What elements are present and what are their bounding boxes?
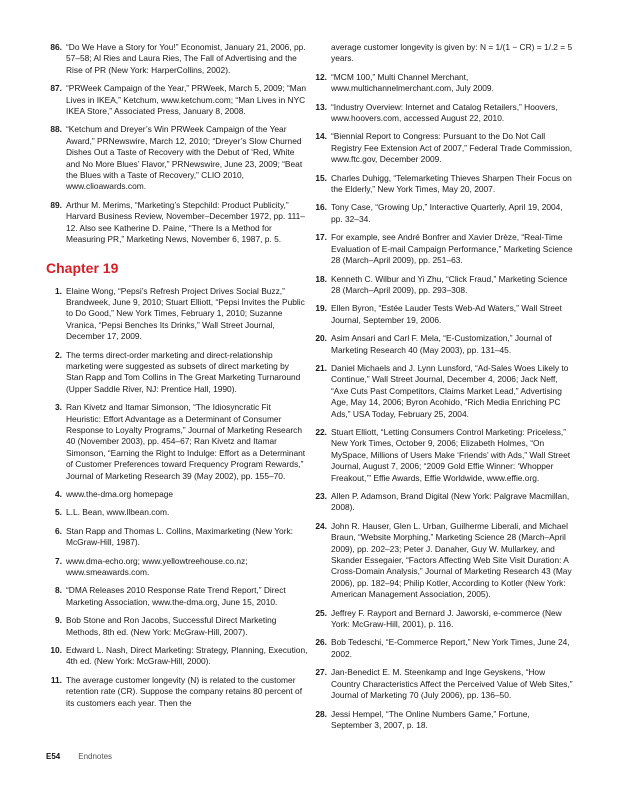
endnote-number: 10. (50, 645, 62, 656)
endnote-number: 19. (315, 303, 327, 314)
endnote-number: 13. (315, 101, 327, 112)
endnote-text: Daniel Michaels and J. Lynn Lunsford, “Ad-Sales Woes Likely to Continue,” Wall Street Journal, December 4, 2006; Jack Neff, “Axe Cuts Past Competitors, Claims Market Lead,” Advertising Age, May 14, 2006; Byron Acohido, “Rich Media Enriching PC Ads,” USA Today, February 25, 2004. (331, 362, 569, 419)
endnote (46, 645, 308, 668)
endnote-number: 27. (315, 667, 327, 678)
endnote-text: The terms direct-order marketing and direct-relationship marketing were suggested as subsets of direct marketing by Stan Rapp and Tom Collins in The Great Marketing Turnaround (Upper Saddle River, NJ: Prentice Hall, 1990). (66, 349, 301, 394)
endnote-text: Allen P. Adamson, Brand Digital (New York: Palgrave Macmillan, 2008). (331, 491, 570, 513)
endnote-number: 16. (315, 202, 327, 213)
endnote (311, 363, 573, 420)
endnote-text: Bob Tedeschi, “E-Commerce Report,” New York Times, June 24, 2002. (331, 637, 570, 659)
endnote (311, 102, 573, 125)
endnote-number: 1. (55, 285, 62, 296)
endnote (46, 526, 308, 549)
endnote-text: Arthur M. Merims, “Marketing’s Stepchild: Product Publicity,” Harvard Business Review, November–December 1972, pp. 111–12. Also see Katherine D. Paine, “There Is a Method for Measuring PR,” Marketing News, November 6, 1987, p. 5. (66, 199, 305, 245)
endnote-text: Ellen Byron, “Estée Lauder Tests Web-Ad Waters,” Wall Street Journal, September 19, 2006. (331, 303, 562, 325)
endnote (311, 173, 573, 196)
endnote-number: 17. (315, 232, 327, 243)
endnote-text: Edward L. Nash, Direct Marketing: Strategy, Planning, Execution, 4th ed. (New York: McGraw-Hill, 2000). (66, 645, 308, 667)
endnote-text: Elaine Wong, “Pepsi’s Refresh Project Drives Social Buzz,” Brandweek, June 9, 2010; Stuart Elliott, “Pepsi Invites the Public to Do Good,” New York Times, February 1, 2010; Suzanne Vranica, “Pepsi Benches Its Drinks,” Wall Street Journal, December 17, 2009. (66, 285, 305, 342)
endnote (311, 131, 573, 165)
endnote (311, 608, 573, 631)
endnote-number: 4. (55, 489, 62, 499)
endnote (46, 124, 308, 192)
endnote (46, 286, 308, 343)
endnote (311, 427, 573, 484)
endnote-text: The average customer longevity (N) is related to the customer retention rate (CR). Suppose the company retains 80 percent of its customers each year. Then the (66, 674, 303, 708)
endnote-text: Kenneth C. Wilbur and Yi Zhu, “Click Fraud,” Marketing Science 28 (March–April 2009), pp. 293–308. (331, 273, 568, 295)
endnote-number: 20. (315, 333, 327, 344)
page-footer (46, 752, 112, 761)
endnote-number: 7. (55, 555, 62, 566)
endnote-text: Bob Stone and Ron Jacobs, Successful Direct Marketing Methods, 8th ed. (New York: McGraw-Hill, 2007). (66, 615, 277, 637)
endnote-number: 23. (315, 491, 327, 501)
endnote (311, 667, 573, 701)
endnote-number: 6. (55, 525, 62, 536)
endnote-text: Jessi Hempel, “The Online Numbers Game,” Fortune, September 3, 2007, p. 18. (331, 708, 530, 730)
endnote-text: www.the-dma.org homepage (66, 489, 174, 499)
endnote-number: 11. (50, 674, 62, 685)
endnote (311, 333, 573, 356)
endnote (46, 42, 308, 76)
endnote-number: 3. (55, 402, 62, 413)
endnote-text: “Biennial Report to Congress: Pursuant to the Do Not Call Registry Fee Extension Act of 2007,” Federal Trade Commission, www.ftc.gov, December 2009. (331, 131, 573, 165)
endnote-number: 26. (315, 637, 327, 648)
endnote (311, 232, 573, 266)
footer-label: Endnotes (78, 752, 113, 761)
endnote-text: John R. Hauser, Glen L. Urban, Guilherme Liberali, and Michael Braun, “Website Morphing,” Marketing Science 28 (March–April 2009), pp. 202–23; Peter J. Danaher, Guy W. Mullarkey, and Skander Essegaier, “Factors Affecting Web Site Visit Duration: A Cross-Domain Analysis,” Journal of Marketing Research 43 (May 2006), pp. 182–94; Philip Kotler, According to Kotler (New York: American Management Association, 2005). (331, 520, 572, 600)
endnote-text: Stuart Elliott, “Letting Consumers Control Marketing: Priceless,” New York Times, October 9, 2006; Elizabeth Holmes, “On MySpace, Millions of Users Make ‘Friends’ with Ads,” Wall Street Journal, August 7, 2006; “2009 Gold Effie Winner: ‘Whopper Freakout,’” Effie Awards, Effie Worldwide, www.effie.org. (331, 426, 571, 483)
note-continuation: average customer longevity is given by: N = 1/(1 − CR) = 1/.2 = 5 years. (331, 42, 573, 64)
endnote-number: 5. (55, 507, 62, 518)
chapter-19-notes (46, 286, 308, 710)
endnote-text: L.L. Bean, www.llbean.com. (66, 507, 170, 518)
chapter-19-notes-continued (311, 72, 573, 732)
endnote-text: “Do We Have a Story for You!” Economist, January 21, 2006, pp. 57–58; Al Ries and Laura Ries, The Fall of Advertising and the Rise of PR (New York: HarperCollins, 2002). (66, 42, 306, 75)
endnote-text: “Industry Overview: Internet and Catalog Retailers,” Hoovers, www.hoovers.com, accessed August 22, 2010. (331, 101, 558, 124)
endnote (46, 556, 308, 579)
endnote-text: “PRWeek Campaign of the Year,” PRWeek, March 5, 2009; “Man Lives in IKEA,” Ketchum, www.ketchum.com; “Man Lives in NYC IKEA Store,” Associated Press, January 8, 2008. (66, 83, 307, 117)
endnote (311, 303, 573, 326)
endnote-number: 86. (50, 42, 62, 52)
endnote (311, 637, 573, 660)
endnote-text: Ran Kivetz and Itamar Simonson, “The Idiosyncratic Fit Heuristic: Effort Advantage as a Determinant of Consumer Response to Loyalty Programs,” Journal of Marketing Research 40 (November 2003), pp. 454–67; Ran Kivetz and Itamar Simonson, “Earning the Right to Indulge: Effort as a Determinant of Customer Preferences toward Frequency Program Rewards,” Journal of Marketing Research 39 (May 2002), pp. 155–70. (66, 402, 306, 481)
endnote-text: Asim Ansari and Carl F. Mela, “E-Customization,” Journal of Marketing Research 40 (May 2003), pp. 131–45. (331, 333, 552, 355)
endnote-number: 21. (315, 362, 327, 373)
page-number: E54 (46, 752, 61, 761)
endnote (46, 350, 308, 396)
endnote-text: Jan-Benedict E. M. Steenkamp and Inge Geyskens, “How Country Characteristics Affect the Perceived Value of Web Sites,” Journal of Marketing 70 (July 2006), pp. 136–50. (331, 667, 573, 701)
endnote-text: Jeffrey F. Rayport and Bernard J. Jaworski, e-commerce (New York: McGraw-Hill, 2001), p. 116. (331, 607, 562, 630)
endnote-number: 87. (50, 83, 62, 94)
endnote-number: 9. (55, 615, 62, 626)
endnote (46, 585, 308, 608)
endnote-number: 25. (315, 607, 327, 618)
endnote-number: 88. (50, 124, 62, 135)
endnote-text: “DMA Releases 2010 Response Rate Trend Report,” Direct Marketing Association, www.the-dma.org, June 15, 2010. (66, 585, 286, 607)
endnote (311, 274, 573, 297)
right-column (311, 42, 573, 738)
endnote (46, 615, 308, 638)
chapter-heading: Chapter 19 (46, 259, 119, 276)
endnote-number: 15. (315, 172, 327, 183)
endnote-number: 22. (315, 426, 327, 437)
endnote (46, 489, 308, 500)
endnote-text: Charles Duhigg, “Telemarketing Thieves Sharpen Their Focus on the Elderly,” New York Times, May 20, 2007. (331, 172, 572, 195)
endnote (46, 507, 308, 518)
endnote-text: “MCM 100,” Multi Channel Merchant, www.multichannelmerchant.com, July 2009. (331, 71, 494, 94)
endnote-number: 18. (315, 273, 327, 284)
left-column (46, 42, 308, 716)
endnote-number: 8. (55, 585, 62, 596)
endnote-text: For example, see André Bonfrer and Xavier Drèze, “Real-Time Evaluation of E-mail Campaign Performance,” Marketing Science 28 (March–April 2009), pp. 251–63. (331, 232, 573, 266)
endnote (311, 491, 573, 514)
endnote (311, 521, 573, 601)
endnote-number: 89. (50, 199, 62, 210)
endnote (46, 83, 308, 117)
endnote (46, 675, 308, 709)
endnote (46, 200, 308, 246)
endnote (46, 402, 308, 482)
endnote-number: 14. (315, 131, 327, 142)
endnote-text: www.dma-echo.org; www.yellowtreehouse.co.nz; www.smeawards.com. (66, 555, 248, 578)
chapter-18-notes (46, 42, 308, 246)
endnote (311, 72, 573, 95)
endnote-number: 2. (55, 349, 62, 360)
endnote (311, 709, 573, 732)
endnote-text: Tony Case, “Growing Up,” Interactive Quarterly, April 19, 2004, pp. 32–34. (331, 202, 563, 224)
endnote-number: 24. (315, 520, 327, 531)
endnote-number: 28. (315, 708, 327, 719)
endnote-text: “Ketchum and Dreyer’s Win PRWeek Campaign of the Year Award,” PRNewswire, March 12, 2010; “Dreyer’s Slow Churned Dishes Out a Taste of Recovery with the Debut of ‘Red, White and No More Blues’ Flavor,” PRNewswire, June 23, 2009; “Beat the Blues with a Taste of Recovery,” CLIO 2010, www.clioawards.com. (66, 124, 303, 192)
endnote (311, 202, 573, 225)
endnote-number: 12. (315, 71, 327, 82)
endnote-text: Stan Rapp and Thomas L. Collins, Maximarketing (New York: McGraw-Hill, 1987). (66, 525, 294, 548)
